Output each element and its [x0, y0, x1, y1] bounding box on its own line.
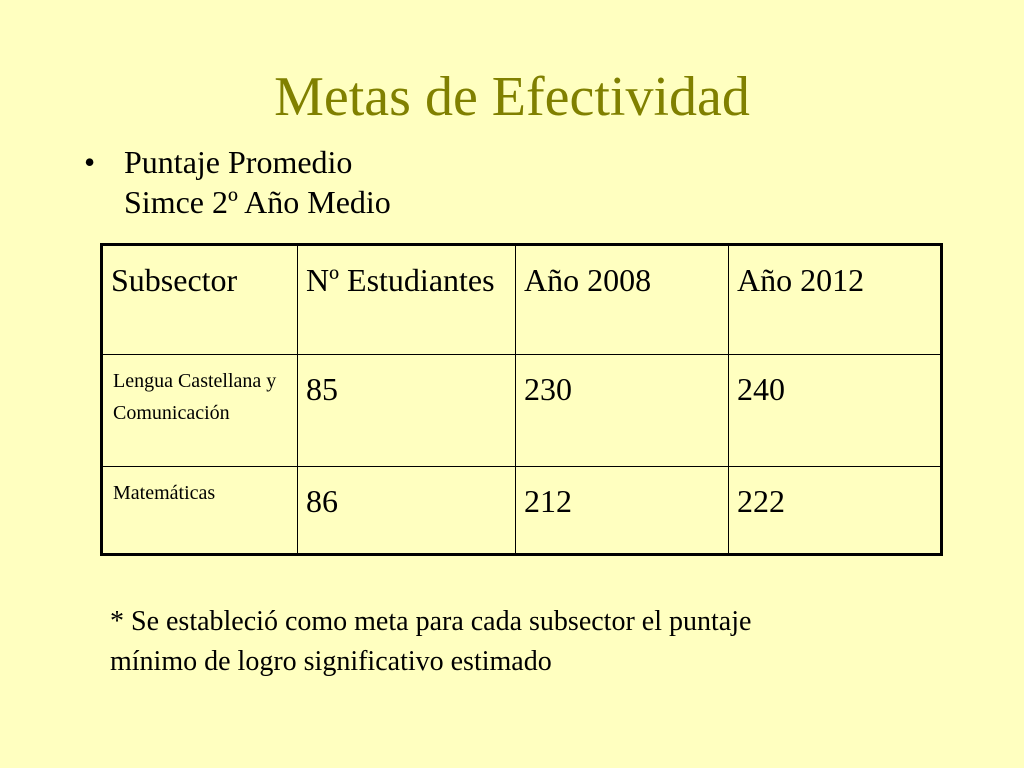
cell-year-2012: 222 — [729, 467, 942, 555]
cell-students: 86 — [298, 467, 516, 555]
table-header-row — [102, 245, 942, 355]
header-year-2008: Año 2008 — [516, 245, 729, 355]
table-row — [102, 467, 942, 555]
bullet-line-2: Simce 2º Año Medio — [124, 184, 391, 220]
cell-year-2008: 230 — [516, 355, 729, 467]
footnote-line-1: * Se estableció como meta para cada subsector el puntaje — [110, 606, 752, 637]
cell-subsector: Matemáticas — [102, 467, 298, 555]
footnote — [110, 602, 751, 682]
cell-students: 85 — [298, 355, 516, 467]
table-row — [102, 355, 942, 467]
scores-table — [100, 243, 943, 556]
footnote-line-2: mínimo de logro significativo estimado — [110, 646, 552, 677]
bullet-text — [124, 142, 391, 222]
slide-title: Metas de Efectividad — [274, 66, 750, 128]
cell-year-2008: 212 — [516, 467, 729, 555]
header-subsector: Subsector — [102, 245, 298, 355]
cell-subsector: Lengua Castellana y Comunicación — [102, 355, 298, 467]
header-year-2012: Año 2012 — [729, 245, 942, 355]
cell-year-2012: 240 — [729, 355, 942, 467]
header-students: Nº Estudiantes — [298, 245, 516, 355]
bullet-dot: • — [84, 144, 96, 180]
bullet-line-1: Puntaje Promedio — [124, 144, 353, 180]
